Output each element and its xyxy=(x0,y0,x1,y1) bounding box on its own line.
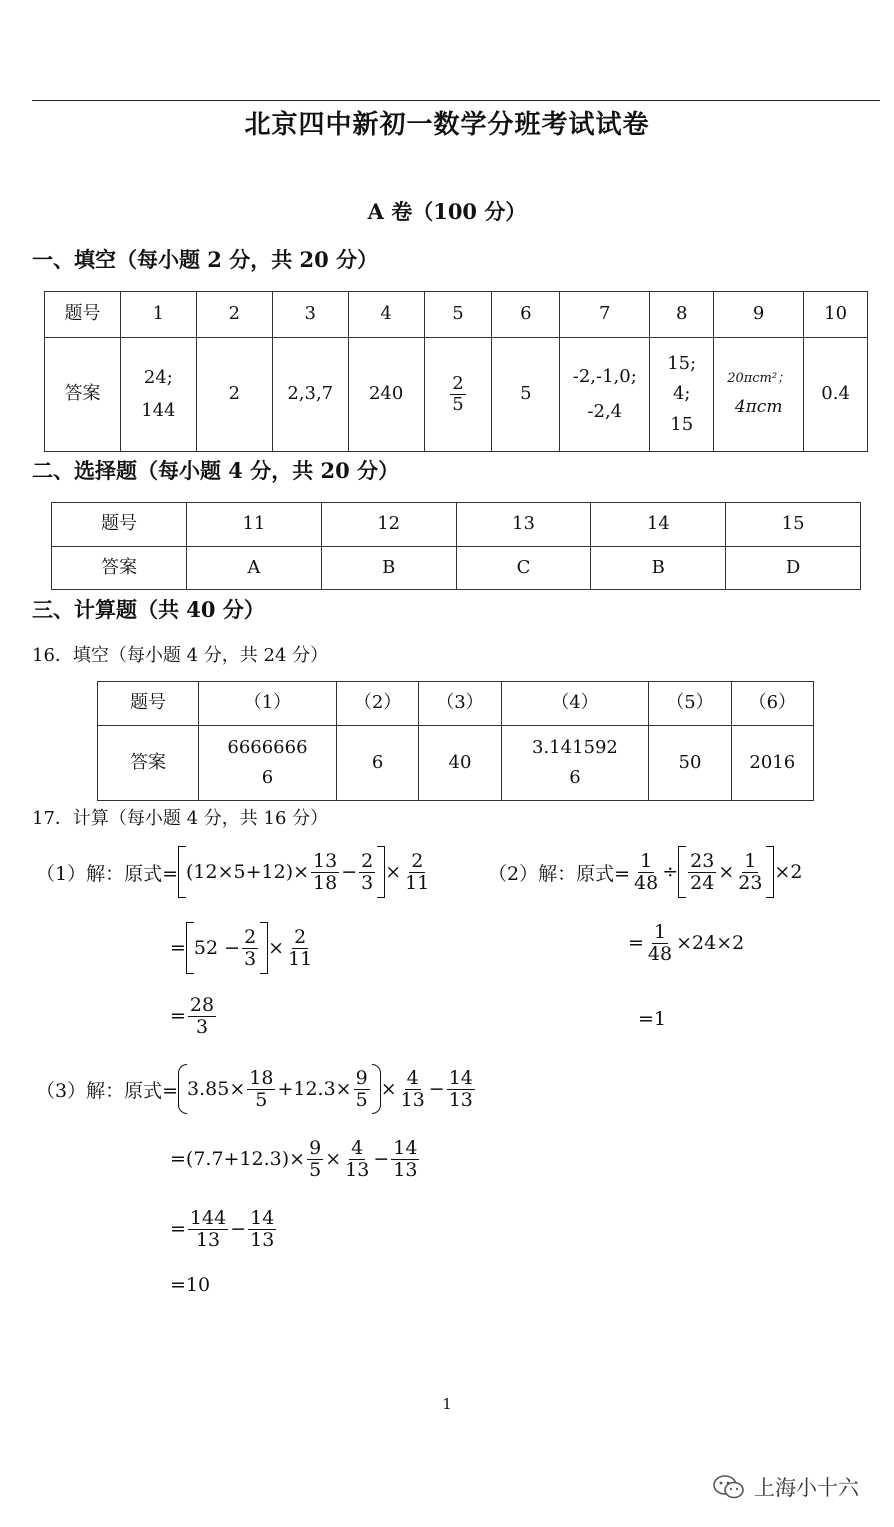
calc1-line2 xyxy=(170,922,316,974)
wechat-icon xyxy=(712,1473,746,1501)
section2-table xyxy=(51,502,861,590)
answer-line: 20πcm²； xyxy=(727,371,791,387)
answer-line: 4; xyxy=(672,383,691,405)
fraction xyxy=(247,1068,275,1111)
table-row xyxy=(52,503,861,547)
a-cell xyxy=(650,338,714,452)
a-cell: B xyxy=(321,547,456,590)
fraction xyxy=(311,851,339,894)
a-cell xyxy=(424,338,492,452)
q17-heading: 17．计算（每小题 4 分，共 16 分） xyxy=(32,808,329,829)
fraction xyxy=(688,851,716,894)
q-cell: 5 xyxy=(424,292,492,338)
left-bracket xyxy=(678,846,686,898)
right-bracket xyxy=(260,922,268,974)
answer-line: 6 xyxy=(569,767,581,788)
calc3-line1 xyxy=(36,1064,477,1114)
fraction-denominator: 3 xyxy=(244,947,257,970)
section1-table xyxy=(44,291,868,452)
operator: − xyxy=(428,1078,445,1100)
q-cell: （1） xyxy=(199,682,337,726)
a-cell: C xyxy=(456,547,591,590)
operator: × xyxy=(380,1078,397,1100)
fraction xyxy=(242,927,258,970)
fraction xyxy=(447,1068,475,1111)
calc3-line3 xyxy=(170,1208,278,1251)
a-cell: 40 xyxy=(419,726,501,801)
q-cell: 10 xyxy=(804,292,868,338)
table-row xyxy=(52,547,861,590)
a-cell xyxy=(501,726,649,801)
fraction-numerator: 2 xyxy=(452,373,464,395)
expr-text: =1 xyxy=(638,1008,667,1030)
watermark-text: 上海小十六 xyxy=(754,1476,859,1500)
calc3-result xyxy=(170,1274,210,1296)
a-cell xyxy=(199,726,337,801)
fraction xyxy=(248,1208,276,1251)
expr-text: =(7.7+12.3)× xyxy=(170,1148,306,1171)
calc1-line1 xyxy=(36,846,433,898)
a-cell: D xyxy=(726,547,861,590)
fraction-numerator: 2 xyxy=(244,925,257,948)
fraction-denominator: 5 xyxy=(255,1088,268,1111)
calc2-result xyxy=(638,1008,666,1030)
q-cell: 7 xyxy=(560,292,650,338)
q-cell: 3 xyxy=(272,292,348,338)
fraction-denominator: 23 xyxy=(738,871,763,894)
q-cell: 15 xyxy=(726,503,861,547)
answer-line: 15 xyxy=(670,413,694,435)
fraction-denominator: 13 xyxy=(400,1088,425,1111)
q-cell: 1 xyxy=(120,292,196,338)
a-cell xyxy=(560,338,650,452)
fraction-numerator: 144 xyxy=(189,1207,227,1229)
a-cell: 2,3,7 xyxy=(272,338,348,452)
fraction-denominator: 18 xyxy=(313,871,338,894)
left-bracket xyxy=(178,846,186,898)
fraction-numerator: 13 xyxy=(313,849,338,872)
answer-line: 3.141592 xyxy=(532,736,618,758)
operator: × xyxy=(325,1148,342,1171)
fraction-numerator: 2 xyxy=(294,925,307,948)
answer-line: -2,-1,0; xyxy=(572,366,637,388)
answer-line: 4πcm xyxy=(734,396,783,417)
fraction-numerator: 14 xyxy=(448,1066,473,1089)
row-label-q: 题号 xyxy=(45,292,121,338)
fraction-numerator: 2 xyxy=(411,849,424,872)
row-label-q: 题号 xyxy=(52,503,187,547)
fraction-numerator: 28 xyxy=(189,994,215,1016)
a-cell: B xyxy=(591,547,726,590)
answer-line: 15; xyxy=(667,353,697,375)
fraction xyxy=(286,927,314,970)
a-cell: 0.4 xyxy=(804,338,868,452)
fraction-denominator: 5 xyxy=(355,1088,368,1111)
expr-text: =10 xyxy=(170,1274,211,1296)
q-cell: 12 xyxy=(321,503,456,547)
operator: − xyxy=(230,1218,247,1241)
fraction-numerator: 9 xyxy=(309,1137,322,1159)
a-cell: 5 xyxy=(492,338,560,452)
q-cell: 6 xyxy=(492,292,560,338)
fraction xyxy=(343,1138,371,1181)
left-paren xyxy=(178,1064,187,1114)
fraction xyxy=(391,1138,419,1181)
q-cell: （5） xyxy=(649,682,731,726)
right-bracket xyxy=(377,846,385,898)
answer-fraction xyxy=(450,374,465,415)
fraction-denominator: 13 xyxy=(448,1088,473,1111)
fraction xyxy=(399,1068,427,1111)
page-number: 1 xyxy=(442,1395,452,1413)
section3-heading: 三、计算题（共 40 分） xyxy=(32,597,265,622)
fraction-denominator: 5 xyxy=(452,394,464,415)
fraction xyxy=(354,1068,370,1111)
expr-text: 3.85× xyxy=(187,1078,246,1100)
table-row xyxy=(45,292,868,338)
table-row xyxy=(98,726,814,801)
fraction-denominator: 3 xyxy=(195,1015,209,1038)
fraction-numerator: 9 xyxy=(355,1066,368,1089)
fraction-denominator: 13 xyxy=(195,1228,221,1251)
fraction xyxy=(646,922,674,965)
fraction-denominator: 5 xyxy=(309,1158,322,1181)
answer-line: 144 xyxy=(141,399,176,421)
answer-line: 6 xyxy=(261,767,274,788)
watermark xyxy=(712,1472,859,1502)
q-cell: （4） xyxy=(501,682,649,726)
expr-text: (12×5+12)× xyxy=(186,861,310,883)
expr-text: 52 − xyxy=(193,937,241,959)
left-bracket xyxy=(186,922,194,974)
operator: = xyxy=(170,1218,186,1241)
fraction-numerator: 1 xyxy=(744,849,757,872)
fraction-denominator: 3 xyxy=(361,871,374,894)
expr-text: ×24×2 xyxy=(676,932,745,955)
a-cell: 2 xyxy=(196,338,272,452)
row-label-a: 答案 xyxy=(52,547,187,590)
fraction xyxy=(307,1138,323,1181)
row-label-a: 答案 xyxy=(45,338,121,452)
fraction xyxy=(632,851,660,894)
q-cell: （3） xyxy=(419,682,501,726)
operator: = xyxy=(628,932,644,955)
q16-heading: 16．填空（每小题 4 分，共 24 分） xyxy=(32,645,329,666)
section2-heading: 二、选择题（每小题 4 分，共 20 分） xyxy=(32,458,400,483)
fraction-numerator: 14 xyxy=(393,1137,418,1159)
expr-text: ×2 xyxy=(774,861,803,883)
calc1-line3 xyxy=(170,995,218,1038)
fraction-numerator: 2 xyxy=(361,849,374,872)
right-bracket xyxy=(766,846,774,898)
a-cell: 50 xyxy=(649,726,731,801)
fraction-denominator: 11 xyxy=(405,871,430,894)
calc3-label: （3）解：原式= xyxy=(36,1079,179,1102)
calc2-label: （2）解：原式= xyxy=(488,862,631,885)
answer-line: 24; xyxy=(143,367,173,389)
a-cell xyxy=(714,338,804,452)
calc2-line1 xyxy=(488,846,802,898)
top-rule xyxy=(32,100,880,101)
table-row xyxy=(98,682,814,726)
q-cell: 2 xyxy=(196,292,272,338)
answer-line: -2,4 xyxy=(587,400,623,422)
paper-subtitle: A 卷（100 分） xyxy=(367,199,527,224)
q-cell: 9 xyxy=(714,292,804,338)
operator: = xyxy=(170,1005,186,1028)
fraction-denominator: 48 xyxy=(634,871,659,894)
fraction xyxy=(359,851,375,894)
q-cell: （6） xyxy=(731,682,813,726)
fraction-denominator: 13 xyxy=(250,1228,275,1251)
fraction-numerator: 4 xyxy=(351,1137,364,1159)
row-label-q: 题号 xyxy=(98,682,199,726)
fraction-numerator: 4 xyxy=(406,1066,419,1089)
row-label-a: 答案 xyxy=(98,726,199,801)
operator: × xyxy=(718,861,735,883)
q-cell: 13 xyxy=(456,503,591,547)
fraction-denominator: 13 xyxy=(345,1158,370,1181)
fraction-numerator: 23 xyxy=(690,849,715,872)
operator: = xyxy=(170,937,186,959)
calc3-line2 xyxy=(170,1138,421,1181)
right-paren xyxy=(372,1064,381,1114)
operator: × xyxy=(268,937,285,959)
fraction xyxy=(736,851,764,894)
fraction xyxy=(188,1208,228,1251)
fraction xyxy=(188,995,216,1038)
table-row xyxy=(45,338,868,452)
fraction-denominator: 24 xyxy=(690,871,715,894)
fraction-numerator: 18 xyxy=(249,1066,274,1089)
q-cell: 11 xyxy=(187,503,322,547)
section1-heading: 一、填空（每小题 2 分，共 20 分） xyxy=(32,247,379,272)
fraction-denominator: 13 xyxy=(393,1158,418,1181)
a-cell xyxy=(120,338,196,452)
q-cell: 4 xyxy=(348,292,424,338)
calc1-label: （1）解：原式= xyxy=(36,862,179,885)
q-cell: （2） xyxy=(336,682,418,726)
fraction-numerator: 14 xyxy=(250,1207,275,1229)
a-cell: 240 xyxy=(348,338,424,452)
a-cell: 6 xyxy=(336,726,418,801)
answer-line: 6666666 xyxy=(227,736,308,758)
operator: × xyxy=(385,861,402,883)
q16-table xyxy=(97,681,814,801)
fraction-numerator: 1 xyxy=(640,849,653,872)
fraction-numerator: 1 xyxy=(653,921,667,943)
operator: − xyxy=(341,861,358,883)
a-cell: 2016 xyxy=(731,726,813,801)
fraction-denominator: 48 xyxy=(647,942,673,965)
page-title: 北京四中新初一数学分班考试试卷 xyxy=(244,110,650,140)
operator: − xyxy=(373,1148,390,1171)
operator: ÷ xyxy=(662,861,679,883)
calc2-line2 xyxy=(628,922,744,965)
fraction-denominator: 11 xyxy=(288,947,313,970)
expr-text: +12.3× xyxy=(277,1078,352,1100)
q-cell: 8 xyxy=(650,292,714,338)
fraction xyxy=(403,851,431,894)
a-cell: A xyxy=(187,547,322,590)
q-cell: 14 xyxy=(591,503,726,547)
